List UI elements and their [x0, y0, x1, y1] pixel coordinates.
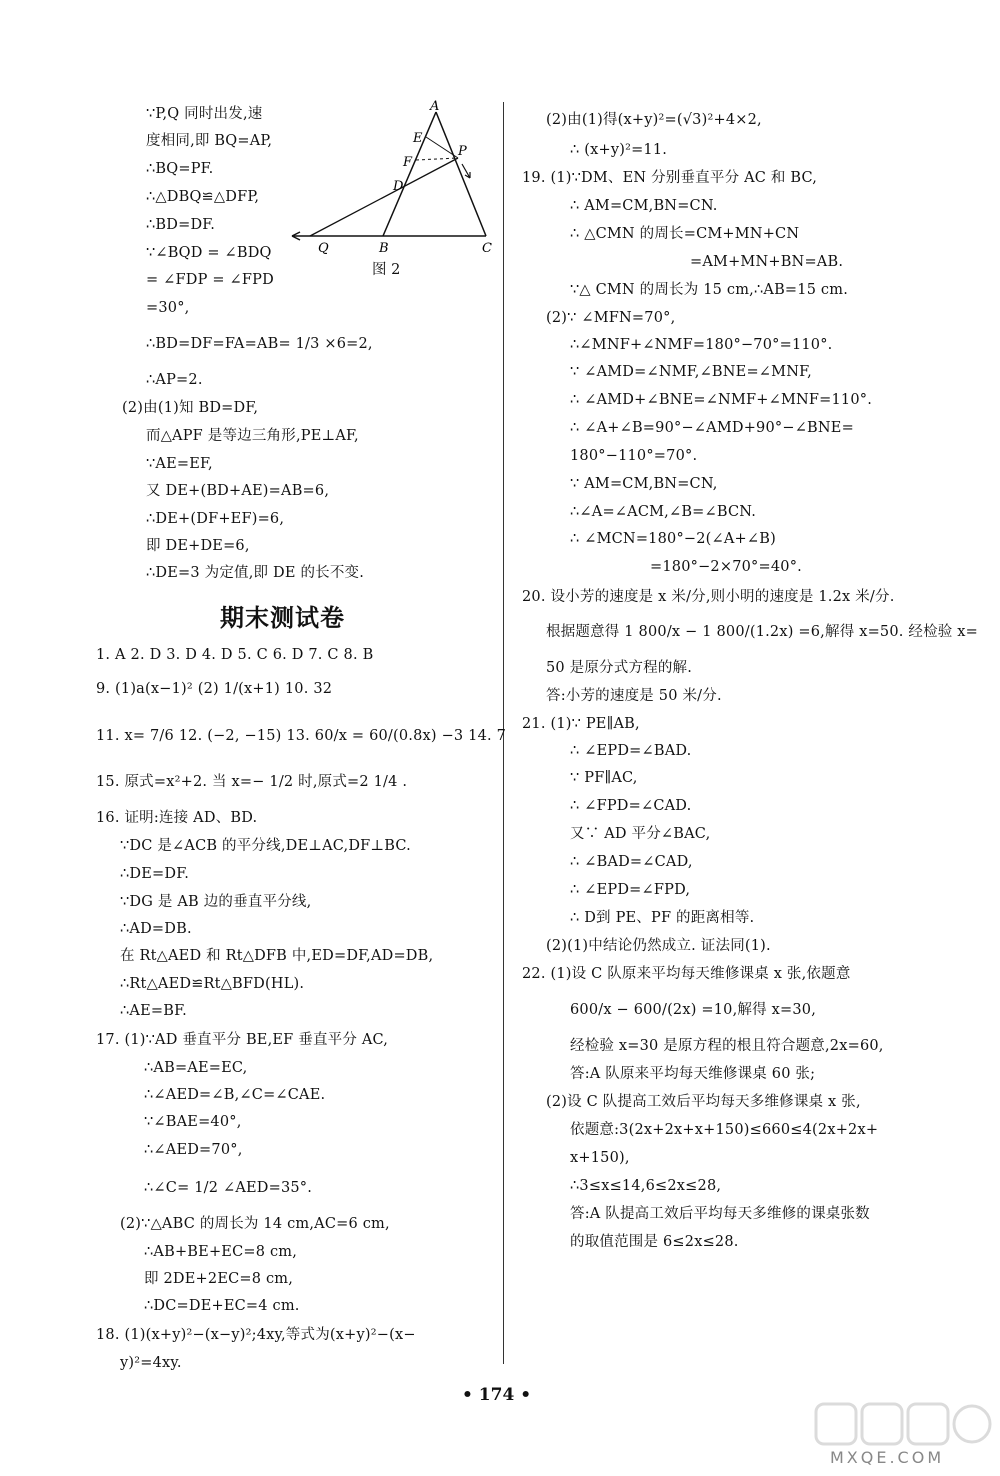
right-line: ∴ ∠AMD+∠BNE=∠NMF+∠MNF=110°.	[570, 392, 873, 408]
left-line: 度相同,即 BQ=AP,	[146, 133, 273, 149]
answer-line: ∴∠C= 1/2 ∠AED=35°.	[144, 1180, 313, 1196]
right-line: ∴ ∠MCN=180°−2(∠A+∠B)	[570, 531, 776, 547]
answer-line: 17. (1)∵AD 垂直平分 BE,EF 垂直平分 AC,	[96, 1032, 389, 1048]
left-line: ∵AE=EF,	[146, 456, 213, 472]
left-line: 而△APF 是等边三角形,PE⊥AF,	[146, 428, 359, 444]
answer-line: ∴AE=BF.	[120, 1003, 187, 1019]
answer-line: ∴AD=DB.	[120, 921, 192, 937]
answer-line: 16. 证明:连接 AD、BD.	[96, 810, 258, 826]
answer-line: ∴AB+BE+EC=8 cm,	[144, 1244, 298, 1260]
right-line: ∵ ∠AMD=∠NMF,∠BNE=∠MNF,	[570, 364, 812, 380]
right-line: 答:A 队原来平均每天维修课桌 60 张;	[570, 1066, 816, 1082]
left-line: ∴DE+(DF+EF)=6,	[146, 511, 285, 527]
left-line: ∴△DBQ≌△DFP,	[146, 189, 260, 205]
right-line: 根据题意得 1 800/x − 1 800/(1.2x) =6,解得 x=50. 经检验 x=	[546, 624, 979, 640]
answer-line: 9. (1)a(x−1)² (2) 1/(x+1) 10. 32	[96, 681, 333, 697]
right-line: ∴∠A=∠ACM,∠B=∠BCN.	[570, 504, 757, 520]
answer-line: (2)∵△ABC 的周长为 14 cm,AC=6 cm,	[120, 1216, 390, 1232]
right-line: (2)由(1)得(x+y)²=(√3)²+4×2,	[546, 112, 762, 128]
right-line: ∴ (x+y)²=11.	[570, 142, 668, 158]
label-a: A	[430, 100, 440, 114]
right-line: ∵ AM=CM,BN=CN,	[570, 476, 718, 492]
answer-line: 1. A 2. D 3. D 4. D 5. C 6. D 7. C 8. B	[96, 647, 374, 663]
right-line: ∵△ CMN 的周长为 15 cm,∴AB=15 cm.	[570, 282, 849, 298]
right-line: 的取值范围是 6≤2x≤28.	[570, 1234, 739, 1250]
left-line: ∴AP=2.	[146, 372, 203, 388]
left-line: ∵∠BQD = ∠BDQ	[146, 245, 272, 261]
right-line: ∴∠MNF+∠NMF=180°−70°=110°.	[570, 337, 833, 353]
left-line: ∴BD=DF.	[146, 217, 216, 233]
right-line: 600/x − 600/(2x) =10,解得 x=30,	[570, 1002, 816, 1018]
label-c: C	[482, 241, 492, 256]
left-line: = ∠FDP = ∠FPD	[146, 272, 274, 288]
answer-line: 15. 原式=x²+2. 当 x=− 1/2 时,原式=2 1/4 .	[96, 774, 408, 790]
right-line: (2)(1)中结论仍然成立. 证法同(1).	[546, 938, 771, 954]
label-p: P	[458, 144, 467, 159]
answer-line: y)²=4xy.	[120, 1355, 182, 1371]
right-line: 又∵ AD 平分∠BAC,	[570, 826, 711, 842]
section-title: 期末测试卷	[220, 604, 345, 632]
answer-line: ∴AB=AE=EC,	[144, 1060, 248, 1076]
left-line: ∴BQ=PF.	[146, 161, 214, 177]
page-number: • 174 •	[462, 1385, 532, 1405]
answer-line: ∴DC=DE+EC=4 cm.	[144, 1298, 300, 1314]
right-line: 21. (1)∵ PE∥AB,	[522, 716, 640, 732]
right-line: 22. (1)设 C 队原来平均每天维修课桌 x 张,依题意	[522, 966, 851, 982]
right-line: 答:A 队提高工效后平均每天多维修的课桌张数	[570, 1206, 870, 1222]
answer-line: 11. x= 7/6 12. (−2, −15) 13. 60/x = 60/(0.8x) −3 14. 7	[96, 728, 507, 744]
right-line: ∴3≤x≤14,6≤2x≤28,	[570, 1178, 722, 1194]
label-b: B	[379, 241, 389, 256]
left-line: 即 DE+DE=6,	[146, 538, 250, 554]
answer-line: ∵DC 是∠ACB 的平分线,DE⊥AC,DF⊥BC.	[120, 838, 411, 854]
right-line: (2)∵ ∠MFN=70°,	[546, 310, 676, 326]
right-line: ∴ △CMN 的周长=CM+MN+CN	[570, 226, 800, 242]
left-line: (2)由(1)知 BD=DF,	[122, 400, 259, 416]
triangle-figure	[290, 100, 500, 260]
right-line: ∵ PF∥AC,	[570, 770, 638, 786]
left-line: ∴BD=DF=FA=AB= 1/3 ×6=2,	[146, 336, 373, 352]
watermark-text: MXQE.COM	[830, 1448, 945, 1467]
right-line: =AM+MN+BN=AB.	[690, 254, 844, 270]
label-q: Q	[318, 241, 329, 256]
right-line: 50 是原分式方程的解.	[546, 660, 693, 676]
answer-line: ∴∠AED=70°,	[144, 1142, 243, 1158]
figure-caption: 图 2	[372, 262, 401, 278]
right-line: 180°−110°=70°.	[570, 448, 698, 464]
right-line: ∴ ∠EPD=∠BAD.	[570, 743, 692, 759]
right-line: ∴ ∠A+∠B=90°−∠AMD+90°−∠BNE=	[570, 420, 854, 436]
answer-line: ∵DG 是 AB 边的垂直平分线,	[120, 894, 312, 910]
right-line: 经检验 x=30 是原方程的根且符合题意,2x=60,	[570, 1038, 884, 1054]
right-line: ∴ ∠EPD=∠FPD,	[570, 882, 691, 898]
answer-line: ∴∠AED=∠B,∠C=∠CAE.	[144, 1087, 326, 1103]
right-line: x+150),	[570, 1150, 630, 1166]
right-line: ∴ D到 PE、PF 的距离相等.	[570, 910, 755, 926]
left-line: ∵P,Q 同时出发,速	[146, 106, 263, 122]
answer-line: ∴DE=DF.	[120, 866, 190, 882]
answer-line: 即 2DE+2EC=8 cm,	[144, 1271, 294, 1287]
label-e: E	[413, 131, 423, 146]
answer-line: ∵∠BAE=40°,	[144, 1114, 242, 1130]
answer-line: 18. (1)(x+y)²−(x−y)²;4xy,等式为(x+y)²−(x−	[96, 1327, 416, 1343]
right-line: 20. 设小芳的速度是 x 米/分,则小明的速度是 1.2x 米/分.	[522, 589, 895, 605]
right-line: 答:小芳的速度是 50 米/分.	[546, 688, 722, 704]
label-f: F	[403, 155, 413, 170]
label-d: D	[393, 179, 404, 194]
left-line: =30°,	[146, 300, 190, 316]
left-line: 又 DE+(BD+AE)=AB=6,	[146, 483, 330, 499]
right-line: 依题意:3(2x+2x+x+150)≤660≤4(2x+2x+	[570, 1122, 879, 1138]
right-line: ∴ ∠FPD=∠CAD.	[570, 798, 692, 814]
answer-line: 在 Rt△AED 和 Rt△DFB 中,ED=DF,AD=DB,	[120, 948, 434, 964]
right-line: =180°−2×70°=40°.	[650, 559, 802, 575]
right-line: 19. (1)∵DM、EN 分别垂直平分 AC 和 BC,	[522, 170, 818, 186]
right-line: ∴ ∠BAD=∠CAD,	[570, 854, 693, 870]
right-line: ∴ AM=CM,BN=CN.	[570, 198, 718, 214]
answer-line: ∴Rt△AED≌Rt△BFD(HL).	[120, 976, 305, 992]
right-line: (2)设 C 队提高工效后平均每天多维修课桌 x 张,	[546, 1094, 861, 1110]
left-line: ∴DE=3 为定值,即 DE 的长不变.	[146, 565, 365, 581]
